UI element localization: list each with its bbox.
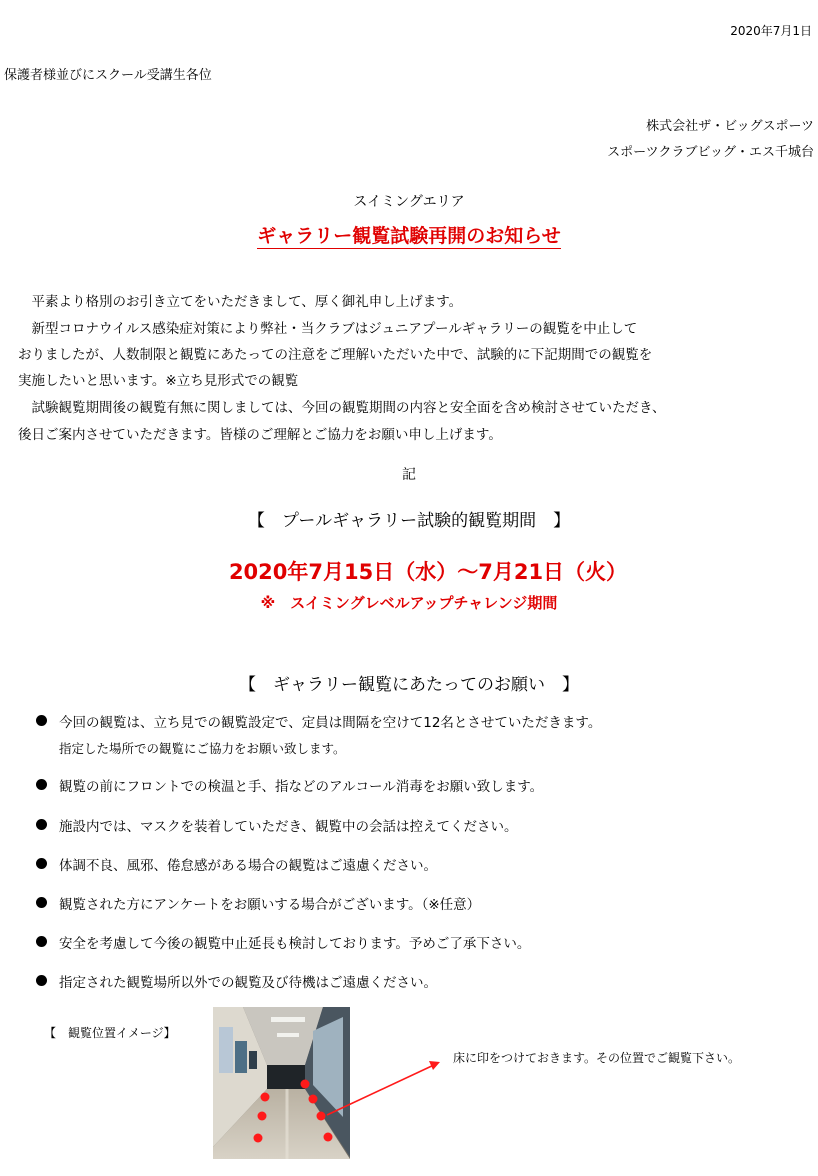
body-line-4: 実施したいと思います。※立ち見形式での観覧 — [18, 373, 299, 389]
request-item-text: 安全を考慮して今後の観覧中止延長も検討しております。予めご了承下さい。 — [59, 936, 531, 952]
bullet-icon — [36, 858, 47, 869]
document-title — [0, 221, 818, 248]
request-item-text: 施設内では、マスクを装着していただき、観覧中の会話は控えてください。 — [59, 819, 518, 835]
request-item-text: 今回の観覧は、立ち見での観覧設定で、定員は間隔を空けて12名とさせていただきます。 — [59, 715, 602, 731]
club-name: スポーツクラブビッグ・エス千城台 — [607, 145, 814, 160]
request-item-text: 指定された観覧場所以外での観覧及び待機はご遠慮ください。 — [59, 975, 437, 991]
period-dates: 2020年7月15日（水）～7月21日（火） — [228, 560, 628, 584]
request-item-text: 体調不良、風邪、倦怠感がある場合の観覧はご遠慮ください。 — [59, 858, 437, 874]
body-line-2: 新型コロナウイルス感染症対策により弊社・当クラブはジュニアプールギャラリーの観覧を中止して — [18, 321, 638, 337]
viewing-position-photo — [213, 1007, 350, 1159]
body-line-5: 試験観覧期間後の観覧有無に関しましては、今回の観覧期間の内容と安全面を含め検討させていただき、 — [18, 400, 666, 416]
request-item — [36, 893, 480, 913]
request-item — [36, 932, 530, 952]
company-name: 株式会社ザ・ビッグスポーツ — [646, 119, 814, 134]
bullet-icon — [36, 715, 47, 726]
request-item — [36, 971, 437, 991]
request-item-subtext: 指定した場所での観覧にご協力をお願い致します。 — [59, 741, 346, 756]
corridor-illustration — [213, 1007, 350, 1159]
bullet-icon — [36, 779, 47, 790]
bullet-icon — [36, 936, 47, 947]
area-label: スイミングエリア — [353, 194, 465, 210]
request-item — [36, 815, 517, 835]
period-heading: 【 プールギャラリー試験的観覧期間 】 — [247, 511, 571, 531]
ki-marker: 記 — [402, 467, 416, 483]
body-line-1: 平素より格別のお引き立てをいただきまして、厚く御礼申し上げます。 — [18, 294, 463, 310]
bullet-icon — [36, 897, 47, 908]
document-date: 2020年7月1日 — [730, 24, 812, 38]
request-item-text: 観覧された方にアンケートをお願いする場合がございます。（※任意） — [59, 897, 481, 913]
body-line-3: おりましたが、人数制限と観覧にあたっての注意をご理解いただいた中で、試験的に下記期間での観覧を — [18, 347, 653, 363]
request-item — [36, 854, 437, 874]
recipients-line: 保護者様並びにスクール受講生各位 — [4, 68, 212, 83]
bullet-icon — [36, 819, 47, 830]
request-item-text: 観覧の前にフロントでの検温と手、指などのアルコール消毒をお願い致します。 — [59, 779, 544, 795]
request-item — [36, 775, 543, 795]
request-item — [36, 711, 601, 757]
request-heading: 【 ギャラリー観覧にあたってのお願い 】 — [239, 675, 579, 695]
floor-mark-note: 床に印をつけておきます。その位置でご観覧下さい。 — [453, 1051, 741, 1065]
period-note: ※ スイミングレベルアップチャレンジ期間 — [260, 594, 558, 612]
document-title-text: ギャラリー観覧試験再開のお知らせ — [257, 225, 561, 247]
image-label: 【 観覧位置イメージ】 — [44, 1026, 176, 1040]
body-line-6: 後日ご案内させていただきます。皆様のご理解とご協力をお願い申し上げます。 — [18, 427, 502, 443]
bullet-icon — [36, 975, 47, 986]
